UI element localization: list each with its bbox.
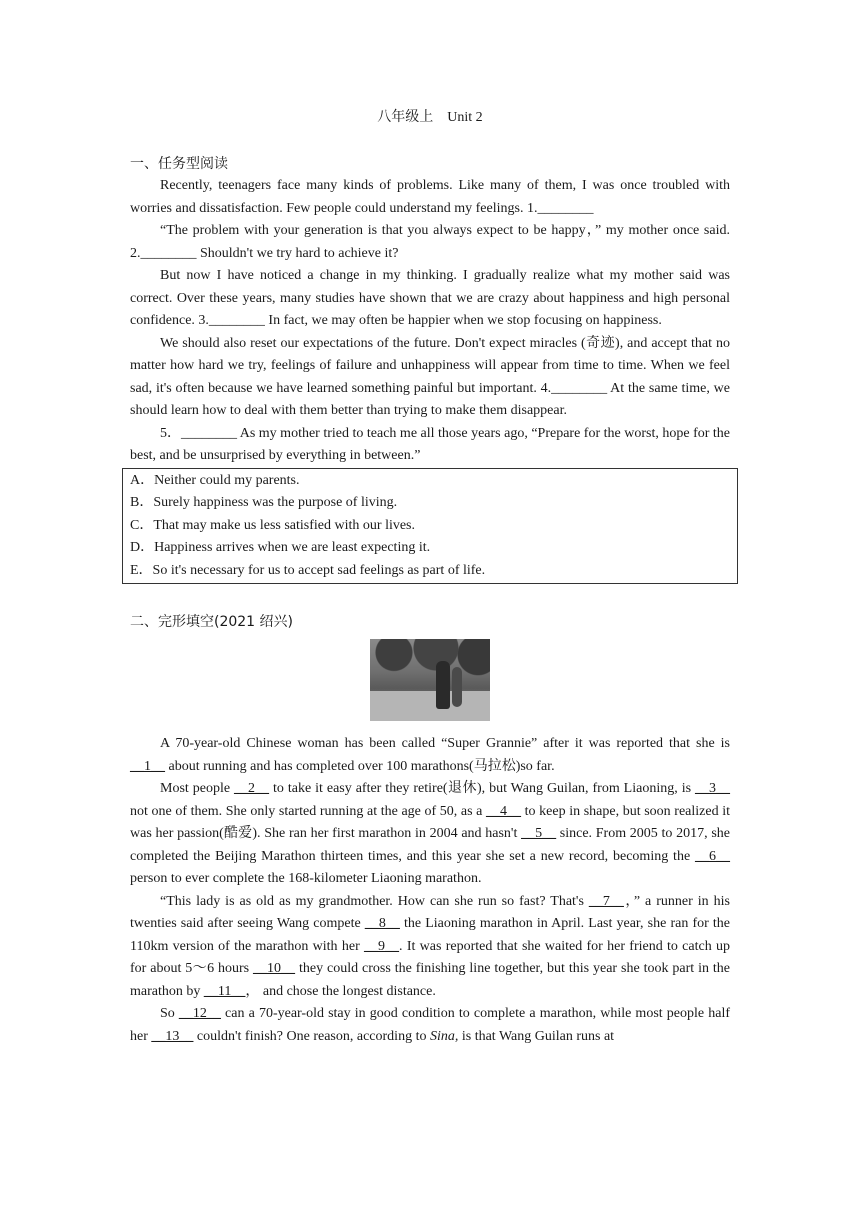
reading-paragraph: We should also reset our expectations of the future. Don't expect miracles (奇迹), and accept that no matter how hard we try, feelings of failure and unhappiness will appear from time to time. When we feel sad, it's often because we have learned something painful but important. 4.________ At the same time, we should learn how to deal with them better than trying to make them disappear. (130, 335, 730, 418)
option-d: D．Happiness arrives when we are least expecting it. (130, 540, 431, 555)
blank-11: __11__ (203, 983, 246, 999)
blank-7: __7__ (588, 893, 624, 909)
section1-heading: 一、任务型阅读 (130, 156, 228, 172)
blank-13: __13__ (151, 1028, 194, 1044)
blank-3: __3__ (695, 781, 730, 796)
blank-5: __5__ (521, 826, 557, 841)
blank-8: __8__ (364, 916, 400, 931)
option-a: A．Neither could my parents. (130, 472, 300, 488)
blank-12: __12__ (178, 1006, 221, 1021)
blank-10: __10__ (253, 961, 296, 976)
option-c: C．That may make us less satisfied with our lives. (130, 517, 416, 533)
worksheet-page (130, 106, 730, 1048)
source-name: Sina, (429, 1028, 459, 1044)
runner-photo (370, 639, 490, 721)
reading-paragraph: Recently, teenagers face many kinds of problems. Like many of them, I was once troubled with worries and dissatisfaction. Few people could understand my feelings. 1.________ (130, 178, 730, 216)
blank-9: __9__ (364, 938, 400, 954)
grade-label: 八年级上 (377, 110, 434, 125)
blank-6: __6__ (695, 848, 730, 864)
reading-paragraph: “The problem with your generation is that you always expect to be happy，” my mother once said. 2.________ Shouldn't we try hard to achieve it? (130, 223, 730, 261)
option-b: B．Surely happiness was the purpose of living. (130, 495, 398, 510)
cloze-paragraph: “This lady is as old as my grandmother. How can she run so fast? That's __7__，” a runner in his twenties said after seeing Wang compete __8__ the Liaoning marathon in April. Last year, she ran for the 110km version of the marathon with her __9__. It was reported that she waited for her friend to catch up for about 5～6 hours __10__ they could cross the finishing line together, but this year she took part in the marathon by __11__， and chose the longest distance. (130, 893, 731, 999)
reading-paragraph: 5．________ As my mother tried to teach me all those years ago, “Prepare for the worst, hope for the best, and be unsurprised by everything in between.” (130, 425, 730, 463)
options-box (122, 468, 738, 585)
blank-2: __2__ (234, 781, 270, 796)
blank-4: __4__ (486, 803, 522, 819)
unit-label: Unit 2 (447, 110, 483, 125)
page-title (130, 106, 730, 126)
option-e: E．So it's necessary for us to accept sad feelings as part of life. (130, 562, 486, 578)
cloze-paragraph: Most people __2__ to take it easy after they retire(退休), but Wang Guilan, from Liaoning, is __3__ not one of them. She only started running at the age of 50, as a __4__ to keep in shape, but soon realized it was her passion(酷爱). She ran her first marathon in 2004 and hasn't __5__ since. From 2005 to 2017, she completed the Beijing Marathon thirteen times, and this year she set a new record, becoming the __6__ person to ever complete the 168-kilometer Liaoning marathon. (130, 781, 731, 886)
reading-paragraph: But now I have noticed a change in my thinking. I gradually realize what my mother said was correct. Over these years, many studies have shown that we are crazy about happiness and high personal confidence. 3.________ In fact, we may often be happier when we stop focusing on happiness. (130, 268, 730, 328)
cloze-paragraph: A 70-year-old Chinese woman has been called “Super Grannie” after it was reported that she is __1__ about running and has completed over 100 marathons(马拉松)so far. (130, 736, 730, 774)
cloze-paragraph: So __12__ can a 70-year-old stay in good condition to complete a marathon, while most people half her __13__ couldn't finish? One reason, according to Sina, is that Wang Guilan runs at (130, 1006, 730, 1044)
blank-1: __1__ (130, 758, 165, 774)
section2-heading: 二、完形填空(2021 绍兴) (130, 614, 294, 630)
